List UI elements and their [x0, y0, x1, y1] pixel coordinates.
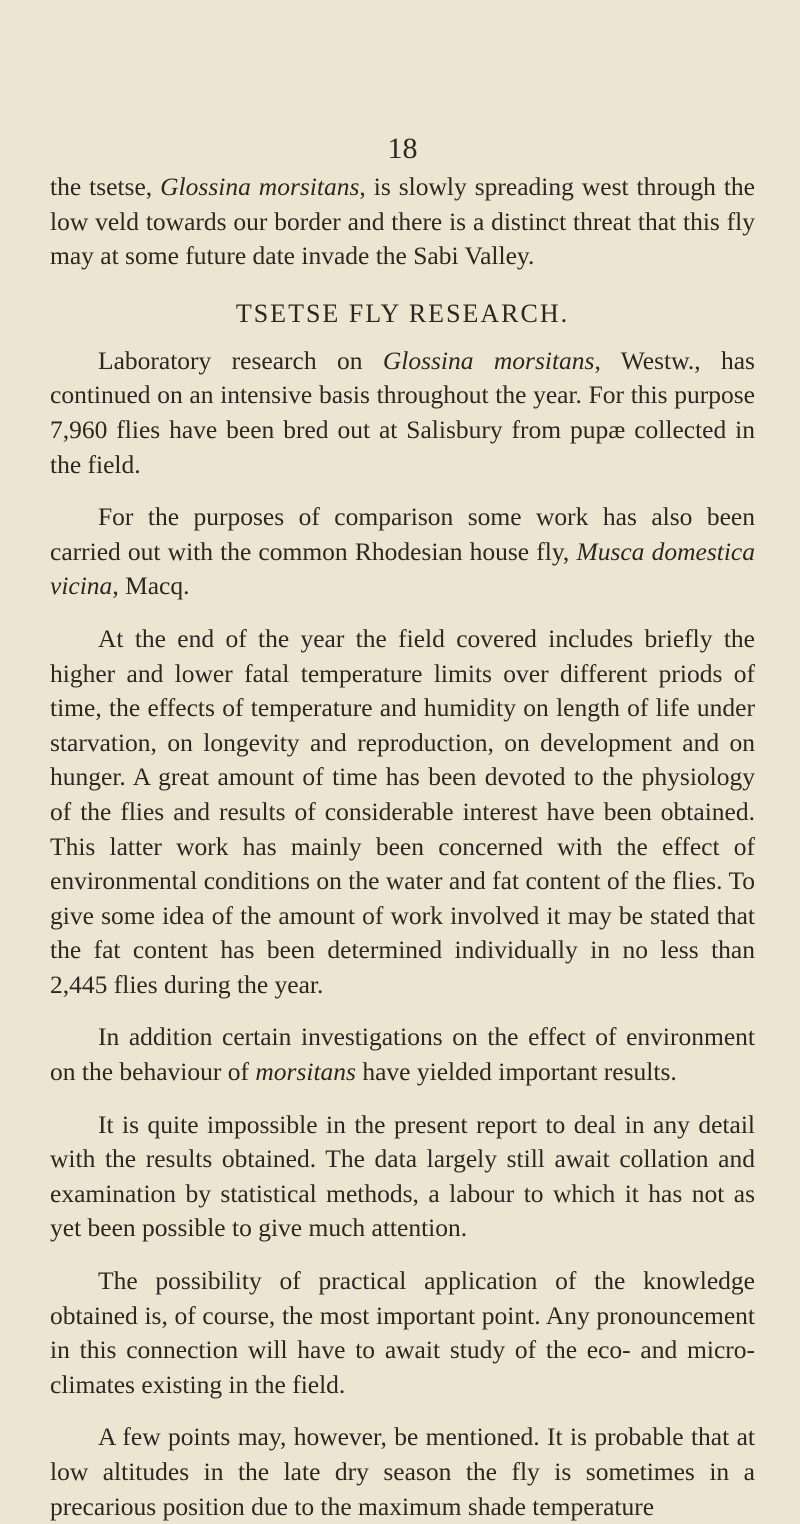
intro-paragraph	[50, 170, 755, 274]
species-name: morsitans	[255, 1057, 356, 1087]
paragraph-text: In addition certain investigations on the effect of environment on the behaviour of	[50, 1022, 755, 1087]
paragraph-comparison	[50, 500, 755, 604]
paragraph-results: It is quite impossible in the present report to deal in any detail with the results obtained. The data largely still await collation and examination by statistical methods, a labour to which it has not as yet been possible to give much attention.	[50, 1109, 755, 1243]
species-name: Glossina morsitans	[160, 172, 360, 201]
paragraph-text: , Macq.	[112, 571, 190, 601]
paragraph-behaviour	[50, 1020, 755, 1089]
paragraph-text: Laboratory research on	[98, 345, 383, 375]
intro-text-end: , is slowly spreading west through the low veld towards our border and there is a distinct threat that this fly may at some future date invade the Sabi Valley.	[50, 172, 755, 271]
paragraph-text: For the purposes of comparison some work has also been carried out with the common Rhodesian house fly,	[50, 502, 755, 566]
paragraph-field-covered: At the end of the year the field covered includes briefly the higher and lower fatal temperature limits over different priods of time, the effects of temperature and humidity on length of life under starvation, on longevity and reproduction, on development and on hunger. A great amount of time has been devoted to the physiology of the flies and results of considerable interest have been obtained. This latter work has mainly been concerned with the effect of environmental conditions on the water and fat content of the flies. To give some idea of the amount of work involved it may be stated that the fat content has been determined individually in no less than 2,445 flies during the year.	[50, 623, 755, 999]
paragraph-few-points: A few points may, however, be mentioned. It is probable that at low altitudes in the late dry season the fly is sometimes in a precarious position due to the maximum shade temperature	[50, 1422, 755, 1521]
section-heading: TSETSE FLY RESEARCH.	[235, 298, 570, 328]
species-name: Glossina morsitans	[382, 345, 595, 375]
paragraph-laboratory-research	[50, 344, 755, 482]
paragraph-text: , Westw., has continued on an intensive basis throughout the year. For this purpose 7,960 flies have been bred out at Salisbury from pupæ collected in the field.	[50, 345, 755, 479]
paragraph-practical-application: The possibility of practical application of the knowledge obtained is, of course, the most important point. Any pronouncement in this connection will have to await study of the eco- and micro-climates existing in the field.	[50, 1266, 755, 1399]
paragraph-text: have yielded important results.	[355, 1057, 677, 1087]
intro-text-start: the tsetse,	[50, 172, 161, 201]
page-number: 18	[387, 132, 418, 165]
species-name: Musca domestica vicina	[50, 536, 755, 601]
